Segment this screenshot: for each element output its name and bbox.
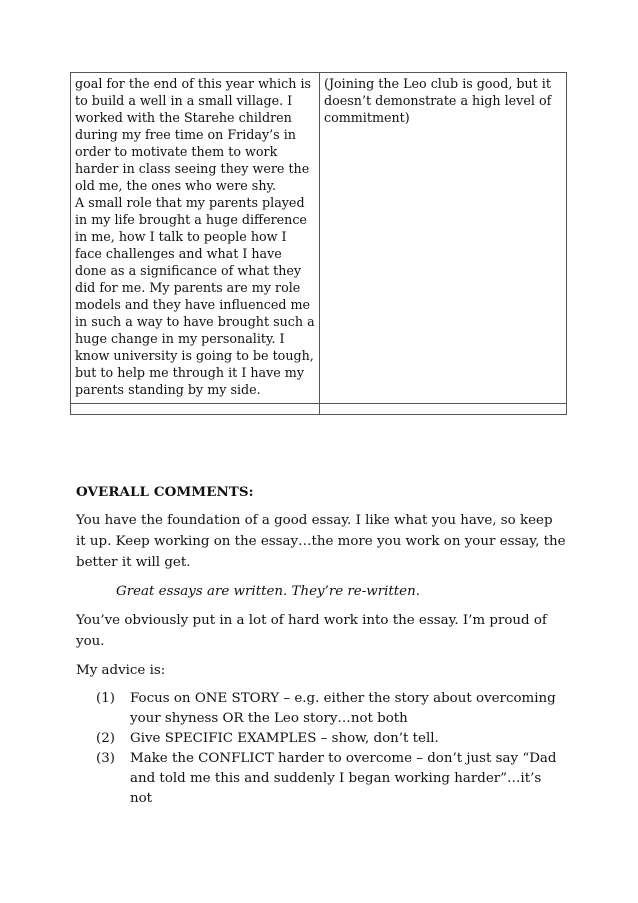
advice-number: (3) — [96, 751, 115, 766]
comment-paragraph-1: You have the foundation of a good essay. I like what you have, so keep it up. Keep working on the essay…the more you work on your essay, the better it will get. — [76, 513, 566, 570]
empty-cell-right — [320, 404, 567, 415]
advice-item — [76, 749, 566, 809]
advice-text: Give SPECIFIC EXAMPLES – show, don’t tell. — [130, 731, 439, 746]
advice-text: Make the CONFLICT harder to overcome – don’t just say “Dad and told me this and suddenly I began working harder”…it’s not — [130, 751, 557, 806]
feedback-cell: (Joining the Leo club is good, but it doesn’t demonstrate a high level of commitment) — [320, 73, 567, 404]
empty-cell-left — [71, 404, 320, 415]
table-row-empty — [71, 404, 567, 415]
advice-text: Focus on ONE STORY – e.g. either the story about overcoming your shyness OR the Leo story…not both — [130, 691, 556, 726]
essay-text-cell: goal for the end of this year which is to build a well in a small village. I worked with the Starehe children during my free time on Friday’s in order to motivate them to work harder in class seeing they were the old me, the ones who were shy. A small role that my parents played in my life brought a huge difference in me, how I talk to people how I face challenges and what I have done as a significance of what they did for me. My parents are my role models and they have influenced me in such a way to have brought such a huge change in my personality. I know university is going to be tough, but to help me through it I have my parents standing by my side. — [71, 73, 320, 404]
advice-item — [76, 729, 566, 749]
advice-intro: My advice is: — [76, 663, 166, 678]
quote-line: Great essays are written. They’re re-written. — [116, 584, 420, 599]
advice-number: (1) — [96, 691, 115, 706]
advice-list — [76, 689, 566, 809]
table-row — [71, 73, 567, 404]
comment-paragraph-2: You’ve obviously put in a lot of hard work into the essay. I’m proud of you. — [76, 613, 547, 649]
advice-item — [76, 689, 566, 729]
essay-feedback-table — [70, 72, 567, 415]
overall-comments-heading: OVERALL COMMENTS: — [76, 484, 254, 500]
advice-number: (2) — [96, 731, 115, 746]
overall-comments-body — [76, 510, 566, 809]
